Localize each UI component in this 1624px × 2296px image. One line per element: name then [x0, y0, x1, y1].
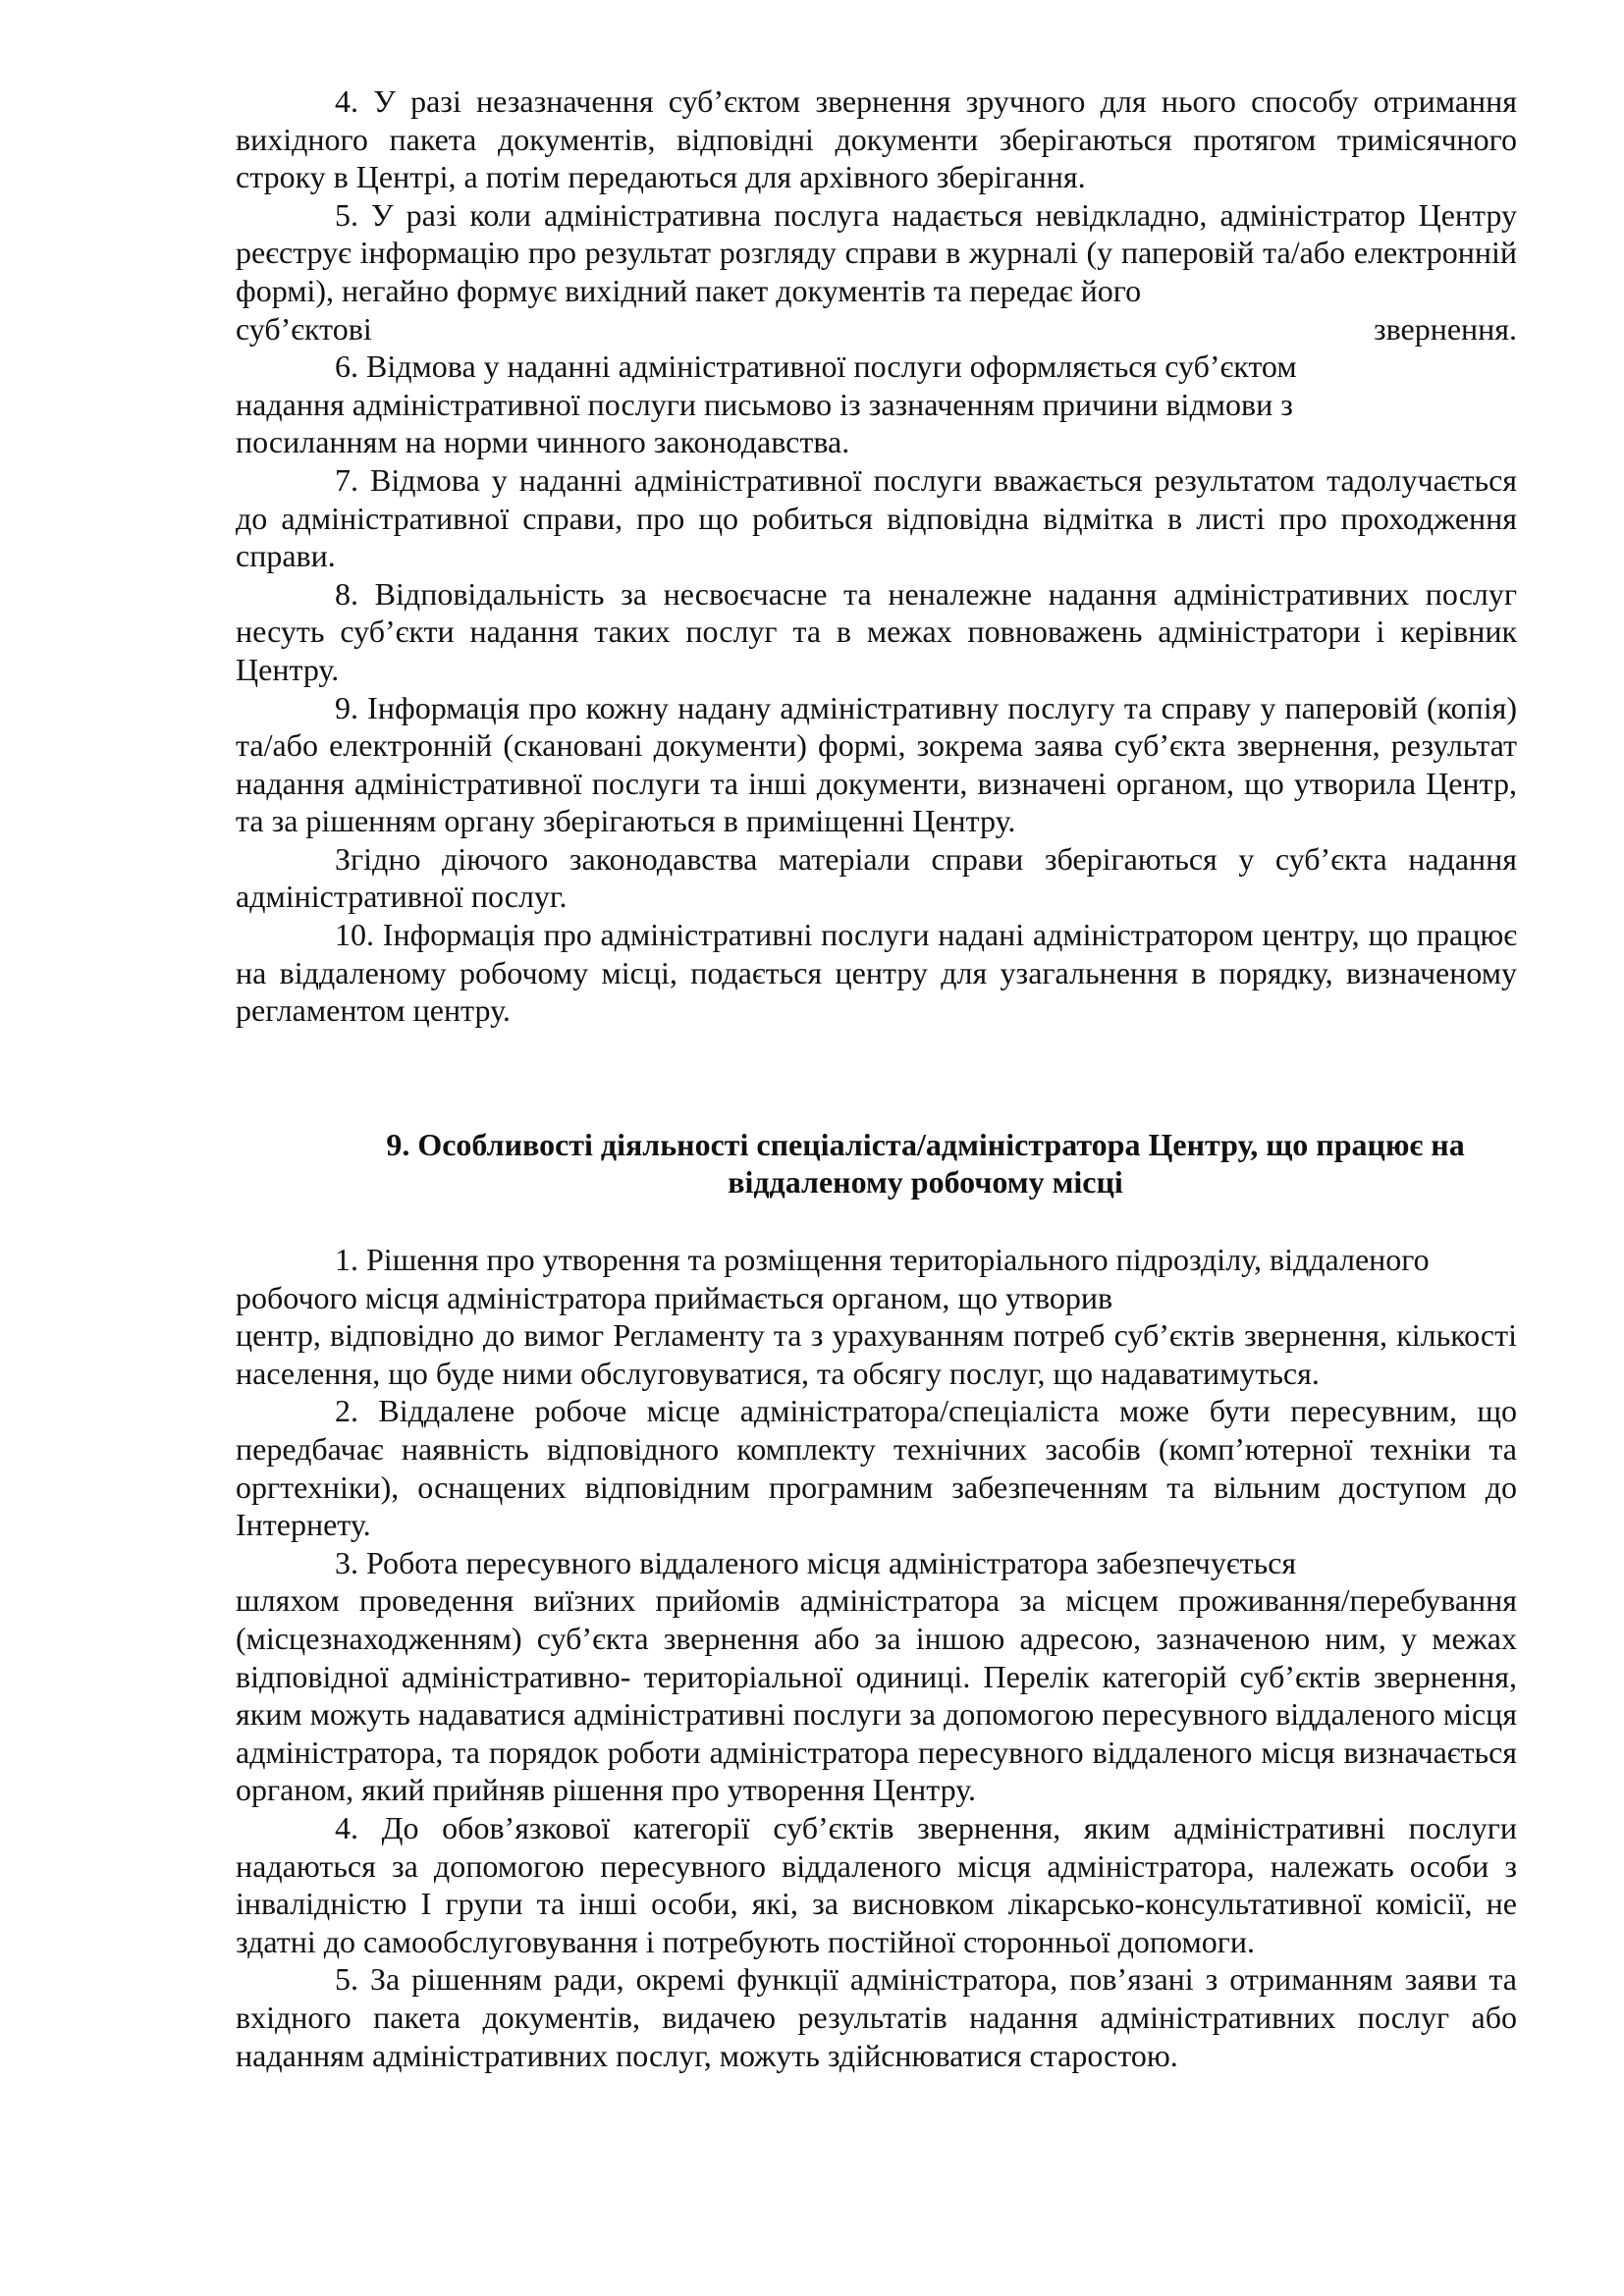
document-page — [236, 82, 1517, 2074]
paragraph-9-3-rest: шляхом проведення виїзних прийомів адміністратора за місцем проживання/перебування (місцезнаходженням) суб’єкта звернення або за іншою адресою, зазначеною ним, у межах відповідної адміністративно- територіальної одиниці. Перелік категорій суб’єктів звернення, яким можуть надаватися адміністративні послуги за допомогою пересувного віддаленого місця адміністратора, та порядок роботи адміністратора пересувного віддаленого місця визначається органом, який прийняв рішення про утворення Центру. — [236, 1582, 1517, 1808]
paragraph-9-5: 5. За рішенням ради, окремі функції адміністратора, пов’язані з отриманням заяви та вхідного пакета документів, видачею результатів надання адміністративних послуг або наданням адміністративних послуг, можуть здійснюватися старостою. — [236, 1961, 1517, 2073]
paragraph-9-2: 2. Віддалене робоче місце адміністратора/спеціаліста може бути пересувним, що передбачає наявність відповідного комплекту технічних засобів (комп’ютерної техніки та оргтехніки), оснащених відповідним програмним забезпеченням та вільним доступом до Інтернету. — [236, 1393, 1517, 1543]
paragraph-8-5-tail-right: звернення. — [1373, 310, 1517, 347]
paragraph-8-8: 8. Відповідальність за несвоєчасне та неналежне надання адміністративних послуг несуть суб’єкти надання таких послуг та в межах повноважень адміністратори і керівник Центру. — [236, 575, 1517, 687]
paragraph-8-7: 7. Відмова у наданні адміністративної послуги вважається результатом тадолучається до адміністративної справи, про що робиться відповідна відмітка в листі про проходження справи. — [236, 461, 1517, 574]
section-9-heading-line-1: 9. Особливості діяльності спеціаліста/адміністратора Центру, що працює на — [386, 1126, 1465, 1162]
paragraph-8-9-note: Згідно діючого законодавства матеріали справи зберігаються у суб’єкта надання адміністративної послуг. — [236, 840, 1517, 915]
paragraph-9-1-rest: центр, відповідно до вимог Регламенту та з урахуванням потреб суб’єктів звернення, кількості населення, що буде ними обслуговуватися, та обсягу послуг, що надаватимуться. — [236, 1317, 1517, 1391]
paragraph-8-4: 4. У разі незазначення суб’єктом звернення зручного для нього способу отримання вихідного пакета документів, відповідні документи зберігаються протягом тримісячного строку в Центрі, а потім передаються для архівного зберігання. — [236, 83, 1517, 195]
paragraph-8-6-line-1: 6. Відмова у наданні адміністративної послуги оформляється суб’єктом — [335, 348, 1297, 385]
paragraph-8-5: 5. У разі коли адміністративна послуга надається невідкладно, адміністратор Центру реєструє інформацію про результат розгляду справи в журналі (у паперовій та/або електронній формі), негайно формує вихідний пакет документів та передає його — [236, 196, 1517, 308]
paragraph-8-6-line-2: надання адміністративної послуги письмово із зазначенням причини відмови з — [236, 386, 1293, 422]
paragraph-9-1-line-2: робочого місця адміністратора приймається органом, що утворив — [236, 1279, 1113, 1315]
paragraph-9-1-line-1: 1. Рішення про утворення та розміщення територіального підрозділу, віддаленого — [335, 1242, 1430, 1278]
paragraph-9-4: 4. До обов’язкової категорії суб’єктів звернення, яким адміністративні послуги надаються за допомогою пересувного віддаленого місця адміністратора, належать особи з інвалідністю I групи та інші особи, які, за висновком лікарсько-консультативної комісії, не здатні до самообслуговування і потребують постійної сторонньої допомоги. — [236, 1809, 1517, 1959]
section-9-heading — [236, 1126, 1517, 1201]
section-9-heading-line-2: віддаленому робочому місці — [728, 1164, 1123, 1201]
paragraph-8-9: 9. Інформація про кожну надану адміністративну послугу та справу у паперовій (копія) та/або електронній (скановані документи) формі, зокрема заява суб’єкта звернення, результат надання адміністративної послуги та інші документи, визначені органом, що утворила Центр, та за рішенням органу зберігаються в приміщенні Центру. — [236, 689, 1517, 839]
paragraph-8-10: 10. Інформація про адміністративні послуги надані адміністратором центру, що працює на віддаленому робочому місці, подається центру для узагальнення в порядку, визначеному регламентом центру. — [236, 917, 1517, 1029]
paragraph-8-6-line-3: посиланням на норми чинного законодавства. — [236, 424, 850, 460]
paragraph-8-5-tail-left: суб’єктові — [236, 310, 372, 347]
paragraph-8-5-tail — [236, 310, 1517, 348]
paragraph-9-3-line-1: 3. Робота пересувного віддаленого місця адміністратора забезпечується — [335, 1544, 1297, 1580]
